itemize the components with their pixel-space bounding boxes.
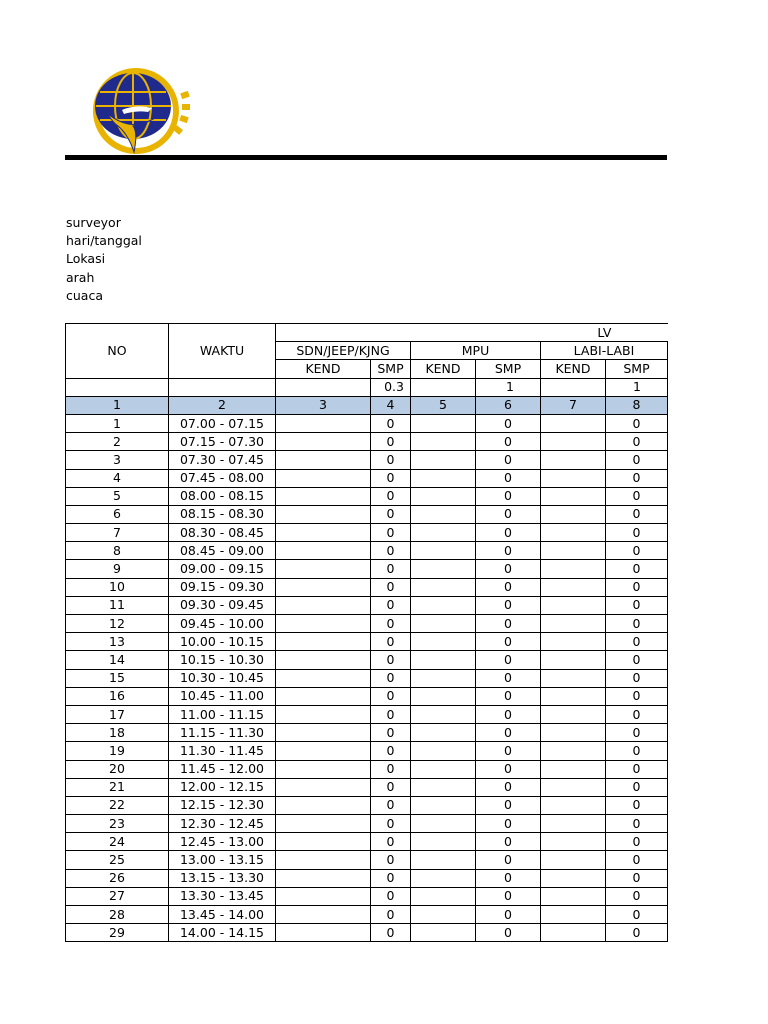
- cell-smp-sdn: 0: [371, 851, 411, 869]
- header-group-lv: LV: [276, 324, 668, 342]
- cell-smp-sdn: 0: [371, 796, 411, 814]
- cell-smp-mpu: 0: [476, 833, 541, 851]
- header-waktu: WAKTU: [169, 324, 276, 379]
- cell-kend-labi[interactable]: [541, 851, 606, 869]
- cell-smp-sdn: 0: [371, 433, 411, 451]
- header-labi-labi: LABI-LABI: [541, 342, 668, 360]
- factor-smp-labi: 1: [606, 378, 668, 396]
- cell-kend-sdn[interactable]: [276, 451, 371, 469]
- cell-waktu: 07.30 - 07.45: [169, 451, 276, 469]
- cell-no: 19: [66, 742, 169, 760]
- cell-waktu: 11.00 - 11.15: [169, 705, 276, 723]
- cell-kend-labi[interactable]: [541, 578, 606, 596]
- cell-kend-sdn[interactable]: [276, 433, 371, 451]
- cell-kend-sdn[interactable]: [276, 633, 371, 651]
- factor-smp-mpu: 1: [476, 378, 541, 396]
- cell-smp-labi: 0: [606, 796, 668, 814]
- survey-meta: [66, 214, 142, 305]
- header-kend: KEND: [541, 360, 606, 378]
- cell-smp-labi: 0: [606, 433, 668, 451]
- cell-smp-mpu: 0: [476, 505, 541, 523]
- cell-smp-mpu: 0: [476, 796, 541, 814]
- table-row: [66, 796, 668, 814]
- cell-smp-sdn: 0: [371, 724, 411, 742]
- table-row: [66, 815, 668, 833]
- cell-kend-mpu[interactable]: [411, 869, 476, 887]
- cell-kend-mpu[interactable]: [411, 906, 476, 924]
- cell-no: 14: [66, 651, 169, 669]
- meta-label-weather: cuaca: [66, 287, 103, 303]
- cell-smp-sdn: 0: [371, 833, 411, 851]
- cell-kend-labi[interactable]: [541, 760, 606, 778]
- table-row: [66, 633, 668, 651]
- table-row: [66, 906, 668, 924]
- cell-kend-mpu[interactable]: [411, 778, 476, 796]
- cell-smp-labi: 0: [606, 578, 668, 596]
- cell-no: 5: [66, 487, 169, 505]
- cell-kend-labi[interactable]: [541, 796, 606, 814]
- cell-waktu: 13.00 - 13.15: [169, 851, 276, 869]
- cell-no: 3: [66, 451, 169, 469]
- cell-kend-sdn[interactable]: [276, 742, 371, 760]
- cell-smp-labi: 0: [606, 924, 668, 942]
- table-row: [66, 833, 668, 851]
- cell-kend-sdn[interactable]: [276, 796, 371, 814]
- cell-no: 25: [66, 851, 169, 869]
- cell-smp-sdn: 0: [371, 615, 411, 633]
- cell-kend-sdn[interactable]: [276, 487, 371, 505]
- cell-waktu: 10.00 - 10.15: [169, 633, 276, 651]
- column-number: 8: [606, 396, 668, 414]
- cell-smp-sdn: 0: [371, 815, 411, 833]
- cell-smp-labi: 0: [606, 560, 668, 578]
- cell-smp-labi: 0: [606, 906, 668, 924]
- cell-kend-sdn[interactable]: [276, 651, 371, 669]
- cell-kend-sdn[interactable]: [276, 906, 371, 924]
- cell-smp-mpu: 0: [476, 560, 541, 578]
- cell-kend-labi[interactable]: [541, 615, 606, 633]
- header-smp: SMP: [606, 360, 668, 378]
- cell-smp-mpu: 0: [476, 669, 541, 687]
- cell-no: 12: [66, 615, 169, 633]
- cell-kend-sdn[interactable]: [276, 687, 371, 705]
- cell-smp-labi: 0: [606, 596, 668, 614]
- cell-kend-mpu[interactable]: [411, 705, 476, 723]
- cell-smp-sdn: 0: [371, 651, 411, 669]
- table-row: [66, 414, 668, 432]
- cell-kend-labi[interactable]: [541, 833, 606, 851]
- cell-kend-mpu[interactable]: [411, 505, 476, 523]
- cell-smp-labi: 0: [606, 633, 668, 651]
- meta-label-location: Lokasi: [66, 251, 106, 267]
- cell-smp-mpu: 0: [476, 887, 541, 905]
- column-number: 3: [276, 396, 371, 414]
- cell-no: 11: [66, 596, 169, 614]
- cell-kend-mpu[interactable]: [411, 742, 476, 760]
- cell-kend-labi[interactable]: [541, 487, 606, 505]
- globe-emblem-icon: [78, 64, 194, 156]
- meta-label-direction: arah: [66, 269, 95, 285]
- cell-smp-mpu: 0: [476, 433, 541, 451]
- cell-kend-labi[interactable]: [541, 560, 606, 578]
- cell-waktu: 08.00 - 08.15: [169, 487, 276, 505]
- table-row: [66, 524, 668, 542]
- table-row: [66, 778, 668, 796]
- cell-no: 18: [66, 724, 169, 742]
- cell-waktu: 09.30 - 09.45: [169, 596, 276, 614]
- cell-waktu: 09.45 - 10.00: [169, 615, 276, 633]
- table-row: [66, 596, 668, 614]
- cell-no: 2: [66, 433, 169, 451]
- table-row: [66, 578, 668, 596]
- cell-kend-labi[interactable]: [541, 433, 606, 451]
- cell-waktu: 11.30 - 11.45: [169, 742, 276, 760]
- cell-smp-sdn: 0: [371, 414, 411, 432]
- cell-kend-sdn[interactable]: [276, 615, 371, 633]
- cell-kend-labi[interactable]: [541, 869, 606, 887]
- cell-smp-labi: 0: [606, 687, 668, 705]
- cell-kend-sdn[interactable]: [276, 705, 371, 723]
- cell-smp-sdn: 0: [371, 742, 411, 760]
- header-rule: [65, 155, 667, 160]
- header-smp: SMP: [476, 360, 541, 378]
- cell-smp-mpu: 0: [476, 414, 541, 432]
- cell-smp-labi: 0: [606, 669, 668, 687]
- cell-smp-mpu: 0: [476, 578, 541, 596]
- cell-waktu: 08.45 - 09.00: [169, 542, 276, 560]
- column-number: 6: [476, 396, 541, 414]
- cell-kend-labi[interactable]: [541, 687, 606, 705]
- header-smp: SMP: [371, 360, 411, 378]
- column-number-row: [66, 396, 668, 414]
- cell-smp-sdn: 0: [371, 542, 411, 560]
- cell-no: 20: [66, 760, 169, 778]
- cell-smp-labi: 0: [606, 487, 668, 505]
- cell-kend-labi[interactable]: [541, 524, 606, 542]
- column-number: 1: [66, 396, 169, 414]
- meta-label-surveyor: surveyor: [66, 215, 121, 230]
- cell-waktu: 11.15 - 11.30: [169, 724, 276, 742]
- cell-smp-mpu: 0: [476, 451, 541, 469]
- cell-kend-mpu[interactable]: [411, 924, 476, 942]
- cell-kend-sdn[interactable]: [276, 560, 371, 578]
- table-row: [66, 615, 668, 633]
- cell-smp-mpu: 0: [476, 778, 541, 796]
- cell-waktu: 11.45 - 12.00: [169, 760, 276, 778]
- meta-label-date: hari/tanggal: [66, 233, 142, 249]
- cell-no: 26: [66, 869, 169, 887]
- cell-smp-labi: 0: [606, 778, 668, 796]
- cell-smp-sdn: 0: [371, 869, 411, 887]
- cell-kend-mpu[interactable]: [411, 469, 476, 487]
- cell-kend-labi[interactable]: [541, 633, 606, 651]
- cell-waktu: 13.15 - 13.30: [169, 869, 276, 887]
- cell-kend-sdn[interactable]: [276, 851, 371, 869]
- cell-kend-labi[interactable]: [541, 815, 606, 833]
- cell-smp-labi: 0: [606, 469, 668, 487]
- cell-kend-mpu[interactable]: [411, 615, 476, 633]
- cell-kend-sdn[interactable]: [276, 887, 371, 905]
- column-number: 5: [411, 396, 476, 414]
- cell-kend-mpu[interactable]: [411, 578, 476, 596]
- cell-kend-labi[interactable]: [541, 887, 606, 905]
- cell-kend-sdn[interactable]: [276, 469, 371, 487]
- cell-kend-labi[interactable]: [541, 742, 606, 760]
- cell-smp-labi: 0: [606, 815, 668, 833]
- table-row: [66, 669, 668, 687]
- cell-no: 13: [66, 633, 169, 651]
- cell-waktu: 07.45 - 08.00: [169, 469, 276, 487]
- cell-no: 15: [66, 669, 169, 687]
- cell-waktu: 12.45 - 13.00: [169, 833, 276, 851]
- cell-no: 10: [66, 578, 169, 596]
- cell-kend-sdn[interactable]: [276, 815, 371, 833]
- cell-smp-mpu: 0: [476, 487, 541, 505]
- cell-waktu: 12.15 - 12.30: [169, 796, 276, 814]
- cell-smp-labi: 0: [606, 505, 668, 523]
- factor-empty: [276, 378, 371, 396]
- table-row: [66, 887, 668, 905]
- cell-kend-mpu[interactable]: [411, 414, 476, 432]
- cell-kend-labi[interactable]: [541, 469, 606, 487]
- cell-waktu: 12.00 - 12.15: [169, 778, 276, 796]
- cell-smp-labi: 0: [606, 542, 668, 560]
- cell-smp-sdn: 0: [371, 778, 411, 796]
- cell-kend-labi[interactable]: [541, 924, 606, 942]
- cell-waktu: 13.45 - 14.00: [169, 906, 276, 924]
- cell-kend-mpu[interactable]: [411, 833, 476, 851]
- table-row: [66, 487, 668, 505]
- cell-kend-sdn[interactable]: [276, 669, 371, 687]
- cell-smp-sdn: 0: [371, 469, 411, 487]
- table-row: [66, 687, 668, 705]
- cell-smp-mpu: 0: [476, 524, 541, 542]
- cell-kend-labi[interactable]: [541, 542, 606, 560]
- cell-waktu: 09.00 - 09.15: [169, 560, 276, 578]
- cell-no: 17: [66, 705, 169, 723]
- cell-smp-labi: 0: [606, 451, 668, 469]
- cell-kend-mpu[interactable]: [411, 451, 476, 469]
- cell-smp-sdn: 0: [371, 633, 411, 651]
- table-row: [66, 869, 668, 887]
- cell-kend-sdn[interactable]: [276, 542, 371, 560]
- cell-kend-mpu[interactable]: [411, 687, 476, 705]
- cell-smp-labi: 0: [606, 524, 668, 542]
- cell-waktu: 09.15 - 09.30: [169, 578, 276, 596]
- table-row: [66, 433, 668, 451]
- cell-no: 23: [66, 815, 169, 833]
- header-no: NO: [66, 324, 169, 379]
- table-row: [66, 724, 668, 742]
- factor-empty: [169, 378, 276, 396]
- cell-kend-sdn[interactable]: [276, 778, 371, 796]
- cell-smp-sdn: 0: [371, 887, 411, 905]
- cell-kend-labi[interactable]: [541, 778, 606, 796]
- cell-smp-sdn: 0: [371, 705, 411, 723]
- cell-no: 21: [66, 778, 169, 796]
- cell-kend-labi[interactable]: [541, 414, 606, 432]
- cell-kend-mpu[interactable]: [411, 633, 476, 651]
- cell-kend-mpu[interactable]: [411, 796, 476, 814]
- cell-kend-labi[interactable]: [541, 669, 606, 687]
- cell-smp-mpu: 0: [476, 760, 541, 778]
- cell-kend-labi[interactable]: [541, 451, 606, 469]
- cell-smp-sdn: 0: [371, 669, 411, 687]
- cell-kend-sdn[interactable]: [276, 833, 371, 851]
- cell-kend-mpu[interactable]: [411, 542, 476, 560]
- cell-smp-mpu: 0: [476, 596, 541, 614]
- cell-smp-mpu: 0: [476, 687, 541, 705]
- cell-smp-labi: 0: [606, 833, 668, 851]
- cell-kend-labi[interactable]: [541, 505, 606, 523]
- cell-smp-labi: 0: [606, 760, 668, 778]
- cell-waktu: 10.45 - 11.00: [169, 687, 276, 705]
- cell-smp-mpu: 0: [476, 815, 541, 833]
- cell-smp-sdn: 0: [371, 578, 411, 596]
- cell-kend-mpu[interactable]: [411, 887, 476, 905]
- cell-kend-sdn[interactable]: [276, 724, 371, 742]
- cell-kend-sdn[interactable]: [276, 596, 371, 614]
- cell-smp-mpu: 0: [476, 542, 541, 560]
- cell-smp-mpu: 0: [476, 724, 541, 742]
- table-row: [66, 760, 668, 778]
- cell-smp-sdn: 0: [371, 906, 411, 924]
- factor-empty: [66, 378, 169, 396]
- cell-kend-mpu[interactable]: [411, 669, 476, 687]
- cell-no: 7: [66, 524, 169, 542]
- cell-waktu: 14.00 - 14.15: [169, 924, 276, 942]
- cell-kend-sdn[interactable]: [276, 924, 371, 942]
- cell-kend-sdn[interactable]: [276, 869, 371, 887]
- cell-no: 24: [66, 833, 169, 851]
- cell-no: 29: [66, 924, 169, 942]
- cell-kend-mpu[interactable]: [411, 596, 476, 614]
- table-row: [66, 924, 668, 942]
- cell-kend-mpu[interactable]: [411, 724, 476, 742]
- cell-no: 16: [66, 687, 169, 705]
- cell-smp-mpu: 0: [476, 633, 541, 651]
- cell-smp-mpu: 0: [476, 742, 541, 760]
- cell-smp-labi: 0: [606, 851, 668, 869]
- cell-waktu: 10.30 - 10.45: [169, 669, 276, 687]
- cell-no: 27: [66, 887, 169, 905]
- header-kend: KEND: [276, 360, 371, 378]
- cell-kend-mpu[interactable]: [411, 851, 476, 869]
- table-row: [66, 742, 668, 760]
- table-row: [66, 651, 668, 669]
- cell-waktu: 10.15 - 10.30: [169, 651, 276, 669]
- cell-smp-mpu: 0: [476, 924, 541, 942]
- table-row: [66, 560, 668, 578]
- factor-empty: [411, 378, 476, 396]
- cell-kend-labi[interactable]: [541, 724, 606, 742]
- cell-smp-mpu: 0: [476, 615, 541, 633]
- cell-waktu: 08.30 - 08.45: [169, 524, 276, 542]
- table-row: [66, 469, 668, 487]
- cell-smp-labi: 0: [606, 887, 668, 905]
- column-number: 4: [371, 396, 411, 414]
- table-row: [66, 505, 668, 523]
- cell-smp-mpu: 0: [476, 851, 541, 869]
- column-number: 2: [169, 396, 276, 414]
- cell-no: 8: [66, 542, 169, 560]
- table-row: [66, 451, 668, 469]
- factor-empty: [541, 378, 606, 396]
- cell-smp-sdn: 0: [371, 924, 411, 942]
- cell-smp-sdn: 0: [371, 451, 411, 469]
- table-row: [66, 705, 668, 723]
- cell-kend-sdn[interactable]: [276, 524, 371, 542]
- cell-no: 6: [66, 505, 169, 523]
- cell-smp-sdn: 0: [371, 687, 411, 705]
- cell-kend-sdn[interactable]: [276, 414, 371, 432]
- cell-smp-mpu: 0: [476, 869, 541, 887]
- cell-smp-sdn: 0: [371, 560, 411, 578]
- cell-kend-sdn[interactable]: [276, 578, 371, 596]
- cell-waktu: 13.30 - 13.45: [169, 887, 276, 905]
- cell-kend-sdn[interactable]: [276, 505, 371, 523]
- cell-smp-sdn: 0: [371, 596, 411, 614]
- cell-smp-labi: 0: [606, 724, 668, 742]
- cell-smp-sdn: 0: [371, 524, 411, 542]
- cell-no: 9: [66, 560, 169, 578]
- cell-smp-mpu: 0: [476, 705, 541, 723]
- cell-kend-mpu[interactable]: [411, 487, 476, 505]
- header-mpu: MPU: [411, 342, 541, 360]
- traffic-count-table: [65, 323, 668, 942]
- cell-kend-sdn[interactable]: [276, 760, 371, 778]
- cell-no: 1: [66, 414, 169, 432]
- cell-kend-mpu[interactable]: [411, 560, 476, 578]
- cell-smp-labi: 0: [606, 742, 668, 760]
- cell-smp-labi: 0: [606, 651, 668, 669]
- cell-smp-labi: 0: [606, 414, 668, 432]
- cell-smp-mpu: 0: [476, 469, 541, 487]
- cell-no: 28: [66, 906, 169, 924]
- cell-kend-labi[interactable]: [541, 906, 606, 924]
- cell-smp-labi: 0: [606, 615, 668, 633]
- table-row: [66, 851, 668, 869]
- column-number: 7: [541, 396, 606, 414]
- cell-smp-sdn: 0: [371, 487, 411, 505]
- header-sdn-jeep-kjng: SDN/JEEP/KJNG: [276, 342, 411, 360]
- cell-kend-mpu[interactable]: [411, 524, 476, 542]
- cell-waktu: 07.00 - 07.15: [169, 414, 276, 432]
- cell-smp-sdn: 0: [371, 760, 411, 778]
- cell-waktu: 12.30 - 12.45: [169, 815, 276, 833]
- cell-waktu: 08.15 - 08.30: [169, 505, 276, 523]
- cell-no: 4: [66, 469, 169, 487]
- cell-kend-mpu[interactable]: [411, 651, 476, 669]
- cell-no: 22: [66, 796, 169, 814]
- cell-smp-mpu: 0: [476, 651, 541, 669]
- factor-smp-sdn: 0.3: [371, 378, 411, 396]
- cell-kend-mpu[interactable]: [411, 433, 476, 451]
- cell-waktu: 07.15 - 07.30: [169, 433, 276, 451]
- cell-smp-labi: 0: [606, 705, 668, 723]
- table-row: [66, 542, 668, 560]
- cell-kend-mpu[interactable]: [411, 815, 476, 833]
- cell-smp-sdn: 0: [371, 505, 411, 523]
- cell-kend-labi[interactable]: [541, 596, 606, 614]
- cell-kend-labi[interactable]: [541, 705, 606, 723]
- header-kend: KEND: [411, 360, 476, 378]
- cell-kend-labi[interactable]: [541, 651, 606, 669]
- cell-smp-mpu: 0: [476, 906, 541, 924]
- cell-kend-mpu[interactable]: [411, 760, 476, 778]
- cell-smp-labi: 0: [606, 869, 668, 887]
